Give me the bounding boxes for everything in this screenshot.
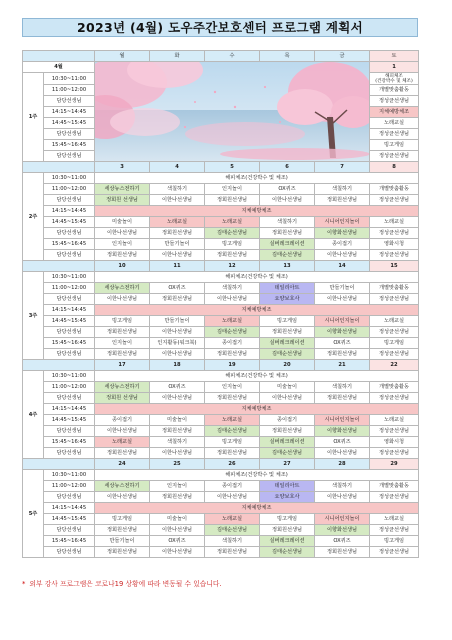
program-cell: 정회원 선생님 xyxy=(95,195,150,206)
program-cell: 이한나선생님 xyxy=(150,349,205,360)
date-cell: 3 xyxy=(95,162,150,173)
program-cell: 실버레크레이션 xyxy=(260,536,315,547)
program-cell: 개별맞춤활동 xyxy=(370,283,419,294)
program-cell: 세상뉴스전하기 xyxy=(95,184,150,195)
date-cell-empty xyxy=(23,459,95,470)
time-cell: 15:45~16:45 xyxy=(44,338,95,349)
table-row xyxy=(23,360,419,371)
exercise-band: 지체예방체조 xyxy=(95,404,419,415)
date-cell: 5 xyxy=(205,162,260,173)
date-cell: 17 xyxy=(95,360,150,371)
day-header: 수 xyxy=(205,51,260,62)
program-cell: 색칠하기 xyxy=(205,283,260,294)
exercise-band: 지체예방체조 xyxy=(95,305,419,316)
table-row xyxy=(23,327,419,338)
program-cell: 정회원선생님 xyxy=(205,393,260,404)
program-cell: 데일리아트 xyxy=(260,481,315,492)
time-cell: 10:30~11:00 xyxy=(44,272,95,283)
time-cell: 14:15~14:45 xyxy=(44,305,95,316)
program-cell: 정회원선생님 xyxy=(260,525,315,536)
table-row xyxy=(23,382,419,393)
date-cell: 29 xyxy=(370,459,419,470)
program-cell: 노래교실 xyxy=(95,437,150,448)
program-cell: 시니어인지놀이 xyxy=(315,514,370,525)
saturday-cell: 정성균선생님 xyxy=(370,151,419,162)
program-cell: 정회원선생님 xyxy=(315,393,370,404)
date-cell: 28 xyxy=(315,459,370,470)
time-cell: 14:15~14:45 xyxy=(44,206,95,217)
time-cell: 11:00~12:00 xyxy=(44,481,95,492)
time-cell: 담당선생님 xyxy=(44,294,95,305)
program-cell: 세상뉴스전하기 xyxy=(95,283,150,294)
date-cell: 13 xyxy=(260,261,315,272)
program-cell: 이향화선생님 xyxy=(315,426,370,437)
program-cell: 만들기놀이 xyxy=(95,536,150,547)
program-cell: 실버레크레이션 xyxy=(260,437,315,448)
program-cell: 시니어인지놀이 xyxy=(315,415,370,426)
table-row xyxy=(23,272,419,283)
date-cell: 21 xyxy=(315,360,370,371)
program-cell: 이한나선생님 xyxy=(150,393,205,404)
program-cell: 김태순선생님 xyxy=(260,547,315,558)
time-cell: 담당선생님 xyxy=(44,426,95,437)
program-cell: 정회원 선생님 xyxy=(95,393,150,404)
program-cell: 노래교실 xyxy=(205,217,260,228)
program-cell: 영화시청 xyxy=(370,239,419,250)
program-cell: 이한나선생님 xyxy=(150,250,205,261)
time-cell: 담당선생님 xyxy=(44,349,95,360)
program-cell: OX퀴즈 xyxy=(150,283,205,294)
date-cell: 7 xyxy=(315,162,370,173)
program-cell: 정성균선생님 xyxy=(370,349,419,360)
time-cell: 14:45~15:45 xyxy=(44,514,95,525)
table-row xyxy=(23,459,419,470)
date-cell-empty xyxy=(23,261,95,272)
time-cell: 담당선생님 xyxy=(44,393,95,404)
table-row xyxy=(23,371,419,382)
program-cell: 이향화선생님 xyxy=(315,228,370,239)
table-row xyxy=(23,62,419,73)
table-row xyxy=(23,261,419,272)
table-row xyxy=(23,393,419,404)
program-cell: 개별맞춤활동 xyxy=(370,481,419,492)
program-cell: 빙고게임 xyxy=(370,338,419,349)
program-cell: 이한나선생님 xyxy=(315,492,370,503)
table-row xyxy=(23,283,419,294)
program-cell: 정회원선생님 xyxy=(95,327,150,338)
time-cell: 담당선생님 xyxy=(44,228,95,239)
program-cell: 미술놀이 xyxy=(150,415,205,426)
program-cell: 정회원선생님 xyxy=(205,195,260,206)
program-cell: 정회원선생님 xyxy=(315,547,370,558)
program-cell: 이한나선생님 xyxy=(95,426,150,437)
morning-exercise-band: 해피체조(건강박수 및 체조) xyxy=(95,371,419,382)
program-cell: 이한나선생님 xyxy=(260,195,315,206)
program-cell: 노래교실 xyxy=(370,316,419,327)
program-cell: 정회원선생님 xyxy=(315,195,370,206)
day-header: 월 xyxy=(95,51,150,62)
program-cell: 정회원선생님 xyxy=(205,448,260,459)
program-cell: 노래교실 xyxy=(150,217,205,228)
program-cell: 빙고게임 xyxy=(370,536,419,547)
program-cell: 이한나선생님 xyxy=(150,195,205,206)
date-cell: 19 xyxy=(205,360,260,371)
program-cell: 색칠하기 xyxy=(150,437,205,448)
program-cell: 색칠하기 xyxy=(315,382,370,393)
program-cell: 정회원선생님 xyxy=(150,492,205,503)
program-cell: 정회원선생님 xyxy=(95,250,150,261)
program-cell: 이한나선생님 xyxy=(95,228,150,239)
table-row xyxy=(23,316,419,327)
table-row xyxy=(23,404,419,415)
program-cell: 인지놀이 xyxy=(150,481,205,492)
time-cell: 담당선생님 xyxy=(44,448,95,459)
program-cell: 정회원선생님 xyxy=(95,349,150,360)
time-cell: 담당선생님 xyxy=(44,547,95,558)
footnote-text: 외부 강사 프로그램은 코로나19 상황에 따라 변동될 수 있습니다. xyxy=(29,580,222,588)
program-cell: 만들기놀이 xyxy=(150,316,205,327)
program-cell: 인지활동(워크북) xyxy=(150,338,205,349)
table-row xyxy=(23,481,419,492)
time-cell: 담당선생님 xyxy=(44,96,95,107)
morning-exercise-band: 해피체조(건강박수 및 체조) xyxy=(95,173,419,184)
program-cell: 정회원선생님 xyxy=(95,448,150,459)
saturday-cell: 정성균선생님 xyxy=(370,96,419,107)
cherry-blossom-illustration xyxy=(95,62,370,162)
time-cell: 11:00~12:00 xyxy=(44,283,95,294)
time-cell: 담당선생님 xyxy=(44,525,95,536)
time-cell: 담당선생님 xyxy=(44,250,95,261)
program-cell: 색칠하기 xyxy=(315,184,370,195)
saturday-cell: 노래교실 xyxy=(370,118,419,129)
program-cell: 종이접기 xyxy=(95,415,150,426)
program-cell: 정회원선생님 xyxy=(260,327,315,338)
week-label: 1주 xyxy=(23,73,44,162)
program-cell: 노래교실 xyxy=(205,514,260,525)
program-cell: 정회원선생님 xyxy=(205,547,260,558)
program-cell: 빙고게임 xyxy=(205,437,260,448)
program-cell: 이한나선생님 xyxy=(150,525,205,536)
table-row xyxy=(23,195,419,206)
table-row xyxy=(23,536,419,547)
time-cell: 11:00~12:00 xyxy=(44,85,95,96)
program-cell: 인지놀이 xyxy=(205,184,260,195)
program-cell: 노래교실 xyxy=(370,415,419,426)
program-cell: 노래교실 xyxy=(370,217,419,228)
time-cell: 담당선생님 xyxy=(44,327,95,338)
program-cell: 이한나선생님 xyxy=(315,448,370,459)
program-cell: 인지놀이 xyxy=(95,239,150,250)
time-cell: 담당선생님 xyxy=(44,195,95,206)
week-label: 3주 xyxy=(23,272,44,360)
table-row xyxy=(23,492,419,503)
program-cell: OX퀴즈 xyxy=(260,184,315,195)
table-row xyxy=(23,184,419,195)
table-row xyxy=(23,547,419,558)
date-cell: 4 xyxy=(150,162,205,173)
date-cell: 10 xyxy=(95,261,150,272)
program-cell: 정성균선생님 xyxy=(370,393,419,404)
program-cell: 이향화선생님 xyxy=(315,327,370,338)
time-cell: 담당선생님 xyxy=(44,151,95,162)
table-row xyxy=(23,239,419,250)
program-cell: 김태순선생님 xyxy=(205,327,260,338)
program-cell: 이한나선생님 xyxy=(150,327,205,338)
program-cell: 시니어인지놀이 xyxy=(315,316,370,327)
time-cell: 14:45~15:45 xyxy=(44,217,95,228)
morning-exercise-band: 해피체조(건강박수 및 체조) xyxy=(95,272,419,283)
program-cell: 시니어인지놀이 xyxy=(315,217,370,228)
saturday-cell: 해피체조 (건강박수 및 체조) xyxy=(370,73,419,85)
program-cell: 김태순선생님 xyxy=(260,448,315,459)
program-cell: 노래교실 xyxy=(205,316,260,327)
week-label: 2주 xyxy=(23,173,44,261)
table-row xyxy=(23,503,419,514)
program-cell: 세상뉴스전하기 xyxy=(95,481,150,492)
program-cell: OX퀴즈 xyxy=(315,437,370,448)
date-cell: 11 xyxy=(150,261,205,272)
program-cell: 이한나선생님 xyxy=(95,294,150,305)
time-cell: 14:15~14:45 xyxy=(44,107,95,118)
time-cell: 11:00~12:00 xyxy=(44,382,95,393)
program-cell: 김태순선생님 xyxy=(205,525,260,536)
program-cell: OX퀴즈 xyxy=(315,338,370,349)
date-cell: 12 xyxy=(205,261,260,272)
program-cell: 정회원선생님 xyxy=(95,525,150,536)
week-label: 4주 xyxy=(23,371,44,459)
table-row xyxy=(23,162,419,173)
program-cell: 정성균선생님 xyxy=(370,228,419,239)
table-row xyxy=(23,448,419,459)
program-cell: 정성균선생님 xyxy=(370,327,419,338)
program-cell: 빙고게임 xyxy=(260,514,315,525)
program-cell: 빙고게임 xyxy=(260,316,315,327)
program-cell: 미술놀이 xyxy=(95,217,150,228)
saturday-cell: 개별맞춤활동 xyxy=(370,85,419,96)
program-cell: 정성균선생님 xyxy=(370,195,419,206)
program-cell: 정회원선생님 xyxy=(95,547,150,558)
time-cell: 10:30~11:00 xyxy=(44,73,95,85)
program-cell: 정회원선생님 xyxy=(150,294,205,305)
program-cell: 노래교실 xyxy=(370,514,419,525)
program-cell: 빙고게임 xyxy=(205,239,260,250)
date-cell-empty xyxy=(23,360,95,371)
table-row xyxy=(23,437,419,448)
day-header: 목 xyxy=(260,51,315,62)
program-cell: 노래교실 xyxy=(205,415,260,426)
program-cell: 정회원선생님 xyxy=(205,349,260,360)
cherry-blossom-icon xyxy=(95,62,370,161)
date-cell: 18 xyxy=(150,360,205,371)
program-cell: 종이접기 xyxy=(315,239,370,250)
day-header: 금 xyxy=(315,51,370,62)
exercise-band: 지체예방체조 xyxy=(95,206,419,217)
program-cell: 이한나선생님 xyxy=(205,492,260,503)
program-cell: 이한나선생님 xyxy=(150,547,205,558)
date-cell: 22 xyxy=(370,360,419,371)
program-cell: 김태순선생님 xyxy=(260,349,315,360)
program-cell: 이한나선생님 xyxy=(260,393,315,404)
date-cell: 6 xyxy=(260,162,315,173)
program-cell: 요양보호사 xyxy=(260,294,315,305)
time-cell: 15:45~16:45 xyxy=(44,536,95,547)
program-cell: 색칠하기 xyxy=(260,217,315,228)
program-cell: 이한나선생님 xyxy=(315,250,370,261)
program-cell: 이한나선생님 xyxy=(205,294,260,305)
program-cell: 정회원선생님 xyxy=(150,228,205,239)
header-row xyxy=(23,51,419,62)
table-row xyxy=(23,206,419,217)
time-cell: 11:00~12:00 xyxy=(44,184,95,195)
program-calendar-table xyxy=(22,50,419,558)
program-cell: 개별맞춤활동 xyxy=(370,184,419,195)
date-cell: 8 xyxy=(370,162,419,173)
program-cell: 정성균선생님 xyxy=(370,294,419,305)
time-cell: 10:30~11:00 xyxy=(44,173,95,184)
program-cell: 이향화선생님 xyxy=(315,525,370,536)
program-cell: 이한나선생님 xyxy=(95,492,150,503)
program-cell: 이한나선생님 xyxy=(315,294,370,305)
table-row xyxy=(23,415,419,426)
program-cell: 데일리아트 xyxy=(260,283,315,294)
table-row xyxy=(23,514,419,525)
program-cell: 색칠하기 xyxy=(205,536,260,547)
program-cell: 정성균선생님 xyxy=(370,547,419,558)
asterisk-icon: * xyxy=(22,580,26,588)
date-cell: 27 xyxy=(260,459,315,470)
table-row xyxy=(23,349,419,360)
saturday-cell: 정성균선생님 xyxy=(370,129,419,140)
table-row xyxy=(23,525,419,536)
time-cell: 15:45~16:45 xyxy=(44,140,95,151)
program-cell: 정성균선생님 xyxy=(370,426,419,437)
table-row xyxy=(23,294,419,305)
time-cell: 14:45~15:45 xyxy=(44,415,95,426)
table-row xyxy=(23,305,419,316)
program-cell: 세상뉴스전하기 xyxy=(95,382,150,393)
program-cell: 종이접기 xyxy=(260,415,315,426)
program-cell: 미술놀이 xyxy=(260,382,315,393)
program-cell: 종이접기 xyxy=(205,481,260,492)
saturday-cell: 빙고게임 xyxy=(370,140,419,151)
table-row xyxy=(23,426,419,437)
program-cell: 정성균선생님 xyxy=(370,492,419,503)
program-cell: 정회원선생님 xyxy=(315,349,370,360)
table-row xyxy=(23,228,419,239)
date-cell: 25 xyxy=(150,459,205,470)
time-cell: 담당선생님 xyxy=(44,129,95,140)
table-row xyxy=(23,217,419,228)
day-header: 토 xyxy=(370,51,419,62)
date-cell: 15 xyxy=(370,261,419,272)
date-cell: 24 xyxy=(95,459,150,470)
program-cell: 정성균선생님 xyxy=(370,448,419,459)
table-row xyxy=(23,338,419,349)
program-cell: 정성균선생님 xyxy=(370,250,419,261)
program-cell: 만들기놀이 xyxy=(150,239,205,250)
table-row xyxy=(23,470,419,481)
program-cell: 정회원선생님 xyxy=(150,426,205,437)
program-cell: 빙고게임 xyxy=(95,316,150,327)
program-cell: 정회원선생님 xyxy=(260,426,315,437)
program-cell: 김태순선생님 xyxy=(260,250,315,261)
time-cell: 14:45~15:45 xyxy=(44,118,95,129)
page-title: 2023년 (4월) 도우주간보호센터 프로그램 계획서 xyxy=(22,18,418,37)
time-cell: 15:45~16:45 xyxy=(44,437,95,448)
program-cell: 요양보호사 xyxy=(260,492,315,503)
time-cell: 담당선생님 xyxy=(44,492,95,503)
time-cell: 10:30~11:00 xyxy=(44,470,95,481)
program-cell: 정성균선생님 xyxy=(370,525,419,536)
week-label: 5주 xyxy=(23,470,44,558)
date-cell: 26 xyxy=(205,459,260,470)
corner-cell xyxy=(23,51,95,62)
day-header: 화 xyxy=(150,51,205,62)
time-cell: 14:15~14:45 xyxy=(44,404,95,415)
time-cell: 15:45~16:45 xyxy=(44,239,95,250)
program-cell: 실버레크레이션 xyxy=(260,338,315,349)
saturday-cell: 지체예방체조 xyxy=(370,107,419,118)
date-cell: 14 xyxy=(315,261,370,272)
program-cell: 빙고게임 xyxy=(95,514,150,525)
footnote xyxy=(22,578,222,588)
program-cell: 만들기놀이 xyxy=(315,283,370,294)
program-cell: 이한나선생님 xyxy=(150,448,205,459)
program-cell: OX퀴즈 xyxy=(315,536,370,547)
table-row xyxy=(23,173,419,184)
date-cell: 20 xyxy=(260,360,315,371)
table-row xyxy=(23,250,419,261)
month-label: 4월 xyxy=(23,62,95,73)
program-cell: 영화시청 xyxy=(370,437,419,448)
program-cell: 실버레크레이션 xyxy=(260,239,315,250)
program-cell: 색칠하기 xyxy=(315,481,370,492)
time-cell: 10:30~11:00 xyxy=(44,371,95,382)
program-cell: 김태순선생님 xyxy=(205,228,260,239)
date-cell-empty xyxy=(23,162,95,173)
program-cell: 정회원선생님 xyxy=(205,250,260,261)
program-cell: 인지놀이 xyxy=(205,382,260,393)
exercise-band: 지체예방체조 xyxy=(95,503,419,514)
morning-exercise-band: 해피체조(건강박수 및 체조) xyxy=(95,470,419,481)
program-cell: OX퀴즈 xyxy=(150,536,205,547)
program-cell: 인지놀이 xyxy=(95,338,150,349)
time-cell: 14:15~14:45 xyxy=(44,503,95,514)
program-cell: OX퀴즈 xyxy=(150,382,205,393)
program-cell: 김태순선생님 xyxy=(205,426,260,437)
program-cell: 종이접기 xyxy=(205,338,260,349)
time-cell: 14:45~15:45 xyxy=(44,316,95,327)
program-cell: 개별맞춤활동 xyxy=(370,382,419,393)
date-cell: 1 xyxy=(370,62,419,73)
program-cell: 미술놀이 xyxy=(150,514,205,525)
program-cell: 정회원선생님 xyxy=(260,228,315,239)
program-cell: 색칠하기 xyxy=(150,184,205,195)
